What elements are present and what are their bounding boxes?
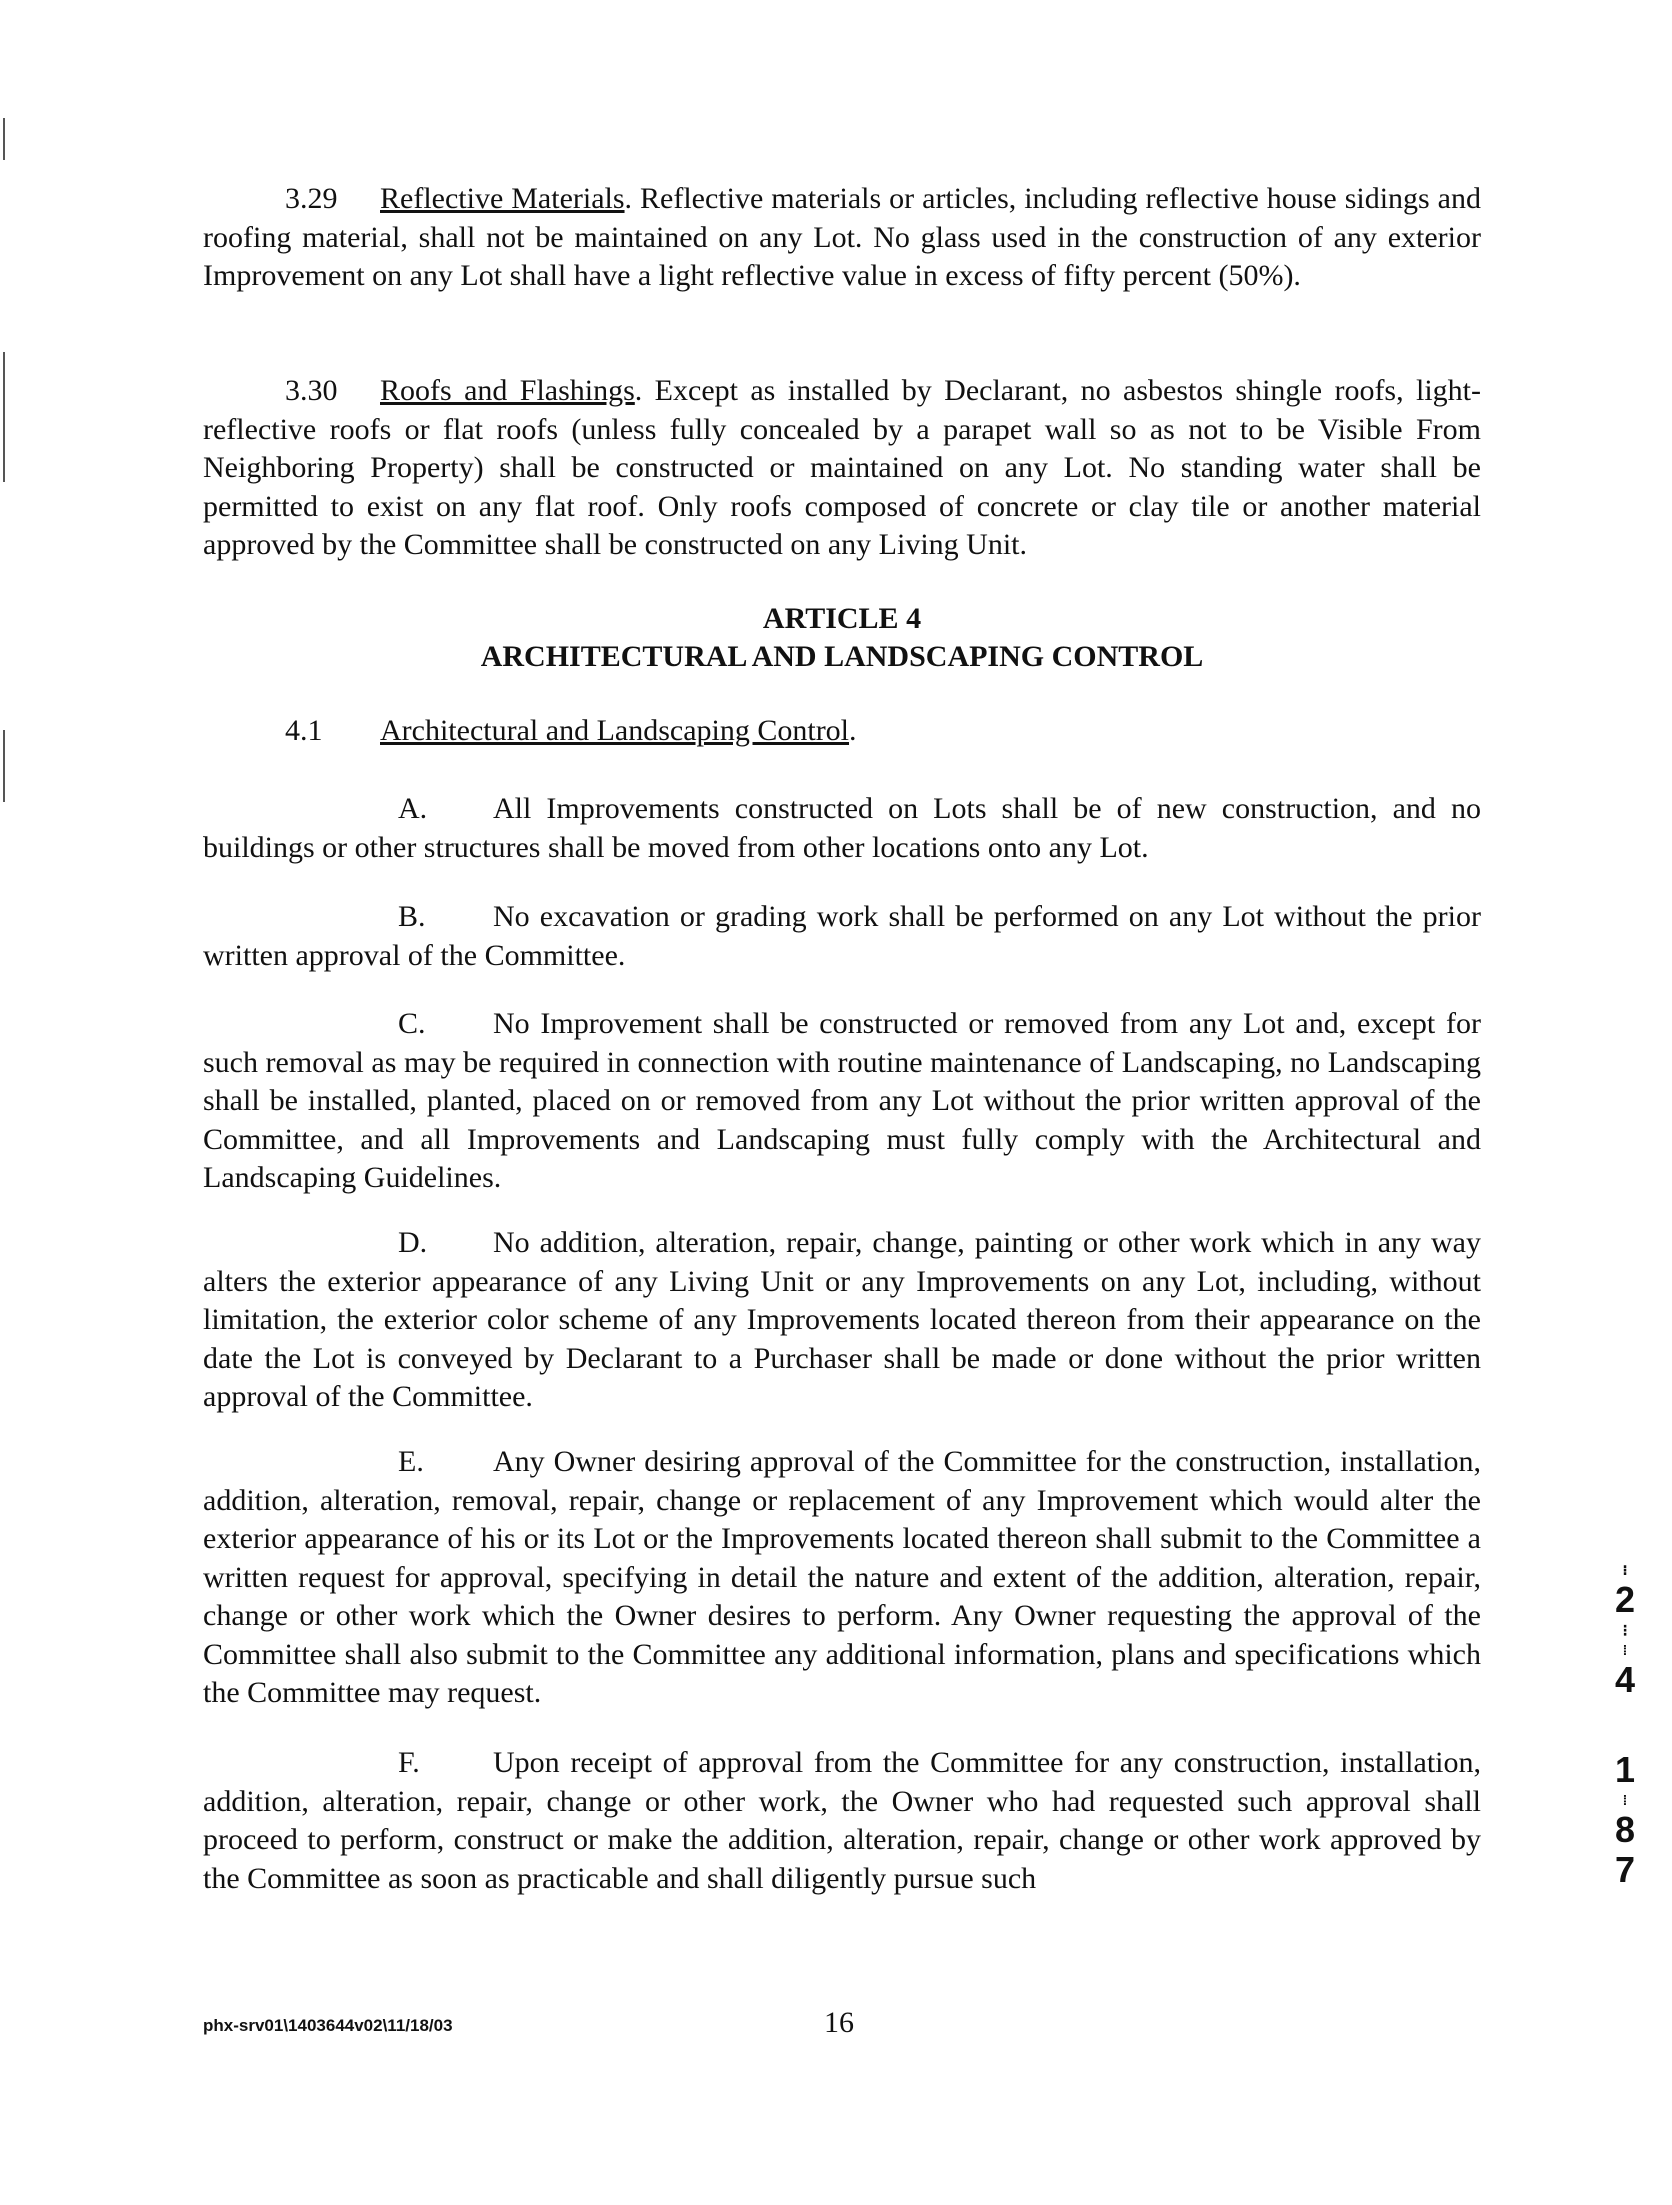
subsection-e [203, 1443, 1481, 1713]
subsection-c [203, 1005, 1481, 1198]
article-title: ARCHITECTURAL AND LANDSCAPING CONTROL [480, 640, 1204, 673]
section-3-29 [203, 180, 1481, 296]
section-text: . Except as installed by Declarant, no asbestos shingle roofs, light-reflective roofs or flat roofs (unless fully concealed by a parapet wall so as not to be Visible From Neighboring Property) shall be constructed or maintained on any Lot. No standing water shall be permitted to exist on any flat roof. Only roofs composed of concrete or clay tile or another material approved by the Committee shall be constructed on any Living Unit. [203, 374, 1481, 561]
recording-stamp [1605, 1750, 1645, 1890]
subsection-f [203, 1744, 1481, 1898]
section-heading: Reflective Materials [380, 182, 625, 215]
stamp-digit: 2 [1614, 1579, 1636, 1620]
stamp-digit: 7 [1614, 1849, 1636, 1890]
section-number: 4.1 [285, 714, 323, 747]
stamp-mark: ⁞ [1622, 1792, 1628, 1808]
stamp-digit: 8 [1614, 1809, 1636, 1850]
subsection-letter: F. [398, 1746, 420, 1779]
article-number: ARTICLE 4 [762, 602, 922, 635]
subsection-text: Upon receipt of approval from the Committee for any construction, installation, addition, alteration, repair, change or other work, the Owner who had requested such approval shall proceed to perform, construct or make the addition, alteration, repair, change or other work approved by the Committee as soon as practicable and shall diligently pursue such [203, 1746, 1481, 1895]
stamp-mark: ⁞ [1622, 1642, 1628, 1658]
margin-line [3, 352, 5, 482]
subsection-text: All Improvements constructed on Lots shall be of new construction, and no buildings or other structures shall be moved from other locations onto any Lot. [203, 792, 1481, 864]
page-number: 16 [824, 2006, 854, 2039]
stamp-mark: ⋮ [1618, 1622, 1632, 1638]
section-heading: Roofs and Flashings [380, 374, 635, 407]
section-number: 3.29 [285, 182, 338, 215]
subsection-text: Any Owner desiring approval of the Committee for the construction, installation, addition, alteration, removal, repair, change or replacement of any Improvement which would alter the exterior appearance of his or its Lot or the Improvements located thereon shall submit to the Committee a written request for approval, specifying in detail the nature and extent of the addition, alteration, repair, change or other work which the Owner desires to perform. Any Owner requesting the approval of the Committee shall also submit to the Committee any additional information, plans and specifications which the Committee may request. [203, 1445, 1481, 1709]
subsection-text: No Improvement shall be constructed or removed from any Lot and, except for such removal as may be required in connection with routine maintenance of Landscaping, no Landscaping shall be installed, planted, placed on or removed from any Lot without the prior written approval of the Committee, and all Improvements and Landscaping must fully comply with the Architectural and Landscaping Guidelines. [203, 1007, 1481, 1194]
margin-line [3, 118, 5, 160]
section-period: . [849, 714, 857, 747]
section-3-30 [203, 372, 1481, 565]
section-4-1 [203, 712, 1481, 751]
subsection-text: No addition, alteration, repair, change, painting or other work which in any way alters the exterior appearance of any Living Unit or any Improvements on any Lot, including, without limitation, the exterior color scheme of any Improvements located thereon from their appearance on the date the Lot is conveyed by Declarant to a Purchaser shall be made or done without the prior written approval of the Committee. [203, 1226, 1481, 1413]
subsection-letter: B. [398, 900, 426, 933]
section-number: 3.30 [285, 374, 338, 407]
subsection-letter: E. [398, 1445, 424, 1478]
subsection-letter: D. [398, 1226, 428, 1259]
section-heading: Architectural and Landscaping Control [380, 714, 850, 747]
margin-line [3, 730, 5, 802]
stamp-digit: 1 [1614, 1749, 1636, 1790]
subsection-letter: A. [398, 792, 428, 825]
subsection-letter: C. [398, 1007, 426, 1040]
subsection-d [203, 1224, 1481, 1417]
section-text: . Reflective materials or articles, including reflective house sidings and roofing material, shall not be maintained on any Lot. No glass used in the construction of any exterior Improvement on any Lot shall have a light reflective value in excess of fifty percent (50%). [203, 182, 1481, 292]
subsection-text: No excavation or grading work shall be performed on any Lot without the prior written approval of the Committee. [203, 900, 1481, 972]
footer-document-path: phx-srv01\1403644v02\11/18/03 [203, 2016, 453, 2035]
subsection-b [203, 898, 1481, 975]
recording-stamp [1605, 1560, 1645, 1700]
subsection-a [203, 790, 1481, 867]
stamp-digit: 4 [1614, 1659, 1636, 1700]
stamp-mark: ⁝ [1622, 1562, 1628, 1578]
